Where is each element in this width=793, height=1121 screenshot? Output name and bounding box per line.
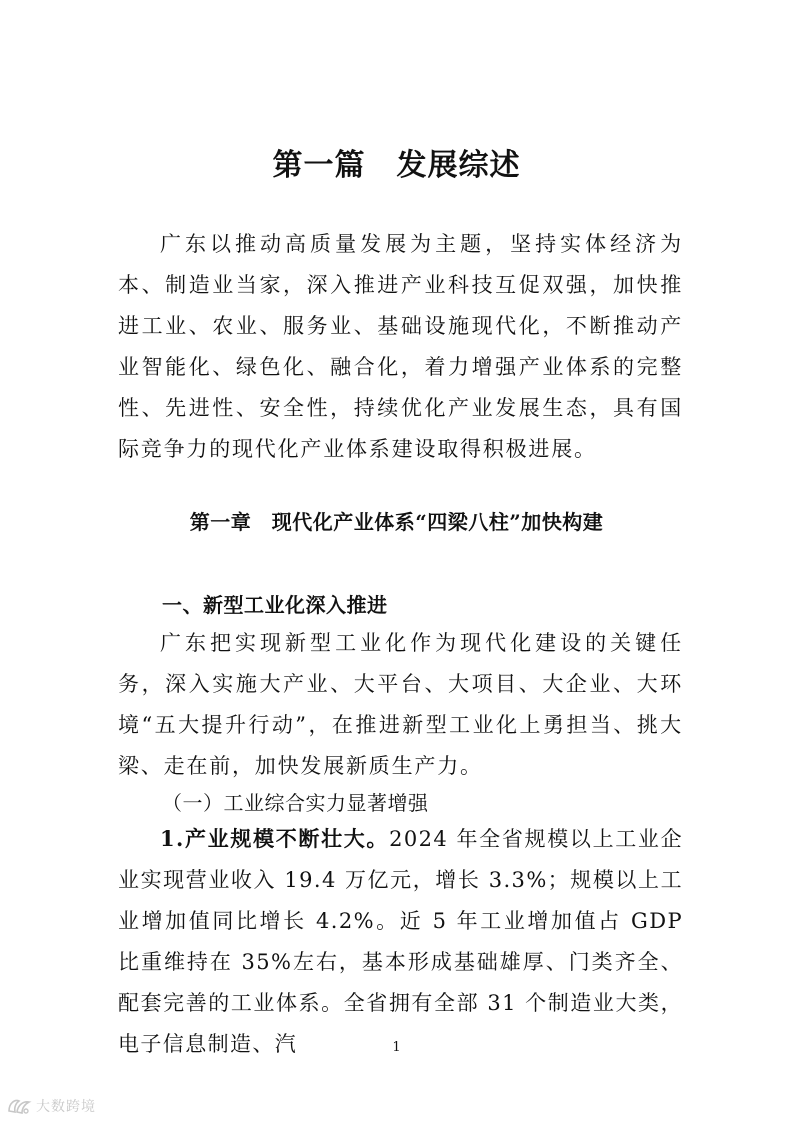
part-title: 第一篇 发展综述	[272, 148, 521, 183]
section-paragraph: 广东把实现新型工业化作为现代化建设的关键任务，深入实施大产业、大平台、大项目、大企业、大环境“五大提升行动”，在推进新型工业化上勇担当、挑大梁、走在前，加快发展新质生产力。	[118, 631, 683, 778]
subsection-heading: （一）工业综合实力显著增强	[162, 791, 429, 815]
point-text: 2024 年全省规模以上工业企业实现营业收入 19.4 万亿元，增长 3.3%；规模以上工业增加值同比增长 4.2%。近 5 年工业增加值占 GDP 比重维持在 35%左右，基本形成基础雄厚、门类齐全、配套完善的工业体系。全省拥有全部 31 个制造业大类，电子信息制造、汽	[118, 827, 684, 1056]
point-paragraph	[118, 818, 683, 1065]
watermark-text: 大数跨境	[36, 1099, 96, 1115]
chapter-title: 第一章 现代化产业体系“四梁八柱”加快构建	[189, 510, 604, 534]
point-lead: 1.产业规模不断壮大。	[160, 826, 390, 851]
intro-paragraph: 广东以推动高质量发展为主题，坚持实体经济为本、制造业当家，深入推进产业科技互促双强，加快推进工业、农业、服务业、基础设施现代化，不断推动产业智能化、绿色化、融合化，着力增强产业体系的完整性、先进性、安全性，持续优化产业发展生态，具有国际竞争力的现代化产业体系建设取得积极进展。	[118, 232, 683, 461]
watermark	[6, 1095, 96, 1117]
page-number: 1	[392, 1040, 401, 1055]
section-heading: 一、新型工业化深入推进	[162, 593, 388, 617]
watermark-logo-icon	[6, 1095, 32, 1117]
